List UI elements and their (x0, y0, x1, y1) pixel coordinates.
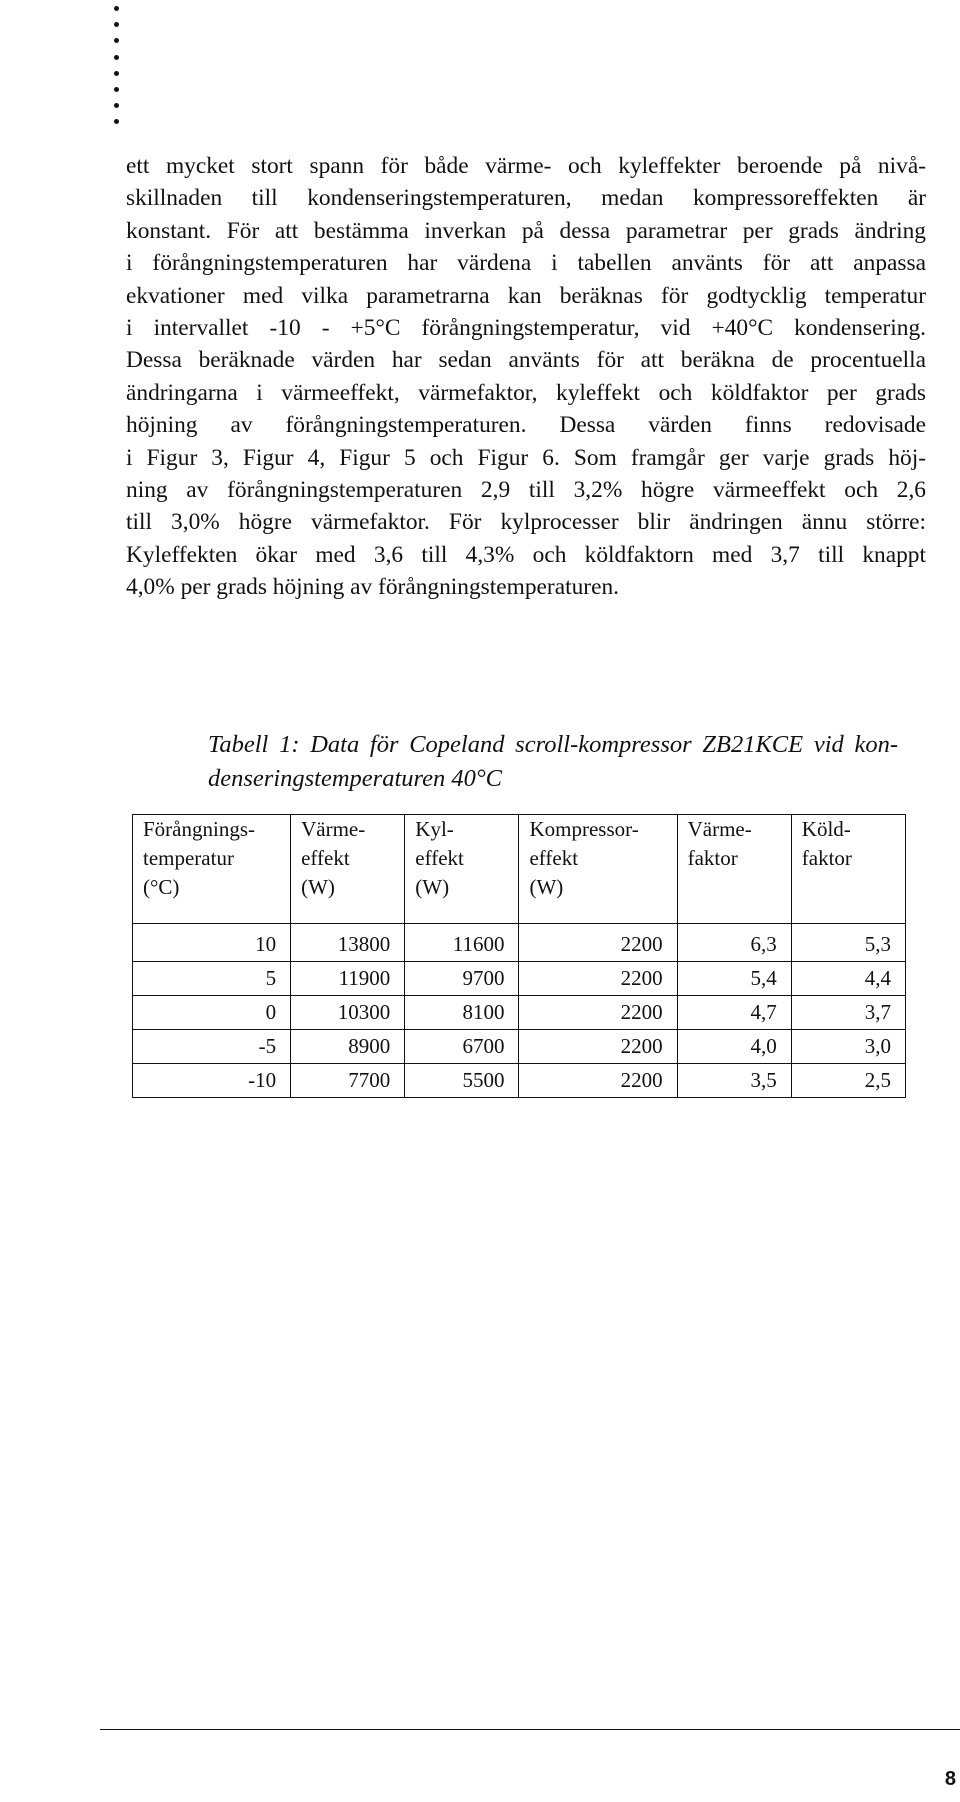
table-cell: 3,7 (791, 996, 905, 1030)
table-header-row (133, 815, 906, 924)
table-cell: 8900 (291, 1030, 405, 1064)
compressor-data-table (132, 814, 906, 1098)
table-cell: 3,0 (791, 1030, 905, 1064)
table-caption (208, 728, 898, 796)
body-line: konstant. För att bestämma inverkan på dessa parametrar per grads ändring (126, 217, 926, 244)
body-line: höjning av förångningstemperaturen. Dessa värden finns redovisade (126, 412, 926, 439)
table-cell: 8100 (405, 996, 519, 1030)
body-paragraph (126, 150, 926, 604)
table-cell: 6700 (405, 1030, 519, 1064)
table-cell: 4,7 (677, 996, 791, 1030)
header-heating-factor: Värme- faktor (677, 815, 791, 924)
body-line: skillnaden till kondenseringstemperaturen, medan kompressoreffekten är (126, 185, 926, 212)
table-cell: 2200 (519, 924, 677, 962)
table-cell: 4,4 (791, 962, 905, 996)
header-compressor-power: Kompressor- effekt (W) (519, 815, 677, 924)
table-cell: 2200 (519, 1064, 677, 1098)
body-line: ändringarna i värmeeffekt, värmefaktor, kyleffekt och köldfaktor per grads (126, 379, 926, 406)
table-cell: 5500 (405, 1064, 519, 1098)
header-cooling-power: Kyl- effekt (W) (405, 815, 519, 924)
table-row (133, 962, 906, 996)
table-cell: 13800 (291, 924, 405, 962)
caption-line: Tabell 1: Data för Copeland scroll-kompressor ZB21KCE vid kon- (208, 731, 898, 758)
body-line: Dessa beräknade värden har sedan använts för att beräkna de procentuella (126, 347, 926, 374)
table-cell: 2200 (519, 1030, 677, 1064)
caption-line: denseringstemperaturen 40°C (208, 765, 503, 792)
table-cell: 5 (133, 962, 291, 996)
table-cell: 4,0 (677, 1030, 791, 1064)
margin-dot (114, 38, 119, 43)
header-heating-power: Värme- effekt (W) (291, 815, 405, 924)
table-cell: 10300 (291, 996, 405, 1030)
margin-dot (114, 55, 119, 60)
table-cell: 0 (133, 996, 291, 1030)
body-line: Kyleffekten ökar med 3,6 till 4,3% och köldfaktorn med 3,7 till knappt (126, 541, 926, 568)
table-cell: 2,5 (791, 1064, 905, 1098)
margin-dot (114, 6, 119, 11)
table-cell: 6,3 (677, 924, 791, 962)
margin-dot (114, 119, 119, 124)
table-cell: 5,4 (677, 962, 791, 996)
margin-dot (114, 87, 119, 92)
table-cell: 2200 (519, 962, 677, 996)
body-line: ning av förångningstemperaturen 2,9 till 3,2% högre värmeeffekt och 2,6 (126, 477, 926, 504)
header-cooling-factor: Köld- faktor (791, 815, 905, 924)
margin-dot-column (114, 6, 120, 136)
table-cell: 2200 (519, 996, 677, 1030)
body-line: till 3,0% högre värmefaktor. För kylprocesser blir ändringen ännu större: (126, 509, 926, 536)
table-row (133, 996, 906, 1030)
table-row (133, 1030, 906, 1064)
table-cell: 11600 (405, 924, 519, 962)
body-line: ekvationer med vilka parametrarna kan beräknas för godtycklig temperatur (126, 282, 926, 309)
table-cell: 7700 (291, 1064, 405, 1098)
margin-dot (114, 71, 119, 76)
table-cell: -10 (133, 1064, 291, 1098)
footer-divider (100, 1729, 960, 1730)
table-row (133, 924, 906, 962)
table-row (133, 1064, 906, 1098)
margin-dot (114, 22, 119, 27)
body-line: ett mycket stort spann för både värme- och kyleffekter beroende på nivå- (126, 153, 926, 179)
margin-dot (114, 103, 119, 108)
table-cell: -5 (133, 1030, 291, 1064)
body-line: i förångningstemperaturen har värdena i tabellen använts för att anpassa (126, 250, 926, 277)
table-cell: 5,3 (791, 924, 905, 962)
body-line: i Figur 3, Figur 4, Figur 5 och Figur 6. Som framgår ger varje grads höj- (126, 444, 926, 471)
body-line: 4,0% per grads höjning av förångningstemperaturen. (126, 574, 620, 601)
table-cell: 11900 (291, 962, 405, 996)
body-line: i intervallet -10 - +5°C förångningstemperatur, vid +40°C kondensering. (126, 315, 926, 342)
header-evaporation-temperature: Förångnings- temperatur (°C) (133, 815, 291, 924)
table-cell: 10 (133, 924, 291, 962)
table-cell: 3,5 (677, 1064, 791, 1098)
table-cell: 9700 (405, 962, 519, 996)
page-number: 8 (944, 1768, 956, 1790)
